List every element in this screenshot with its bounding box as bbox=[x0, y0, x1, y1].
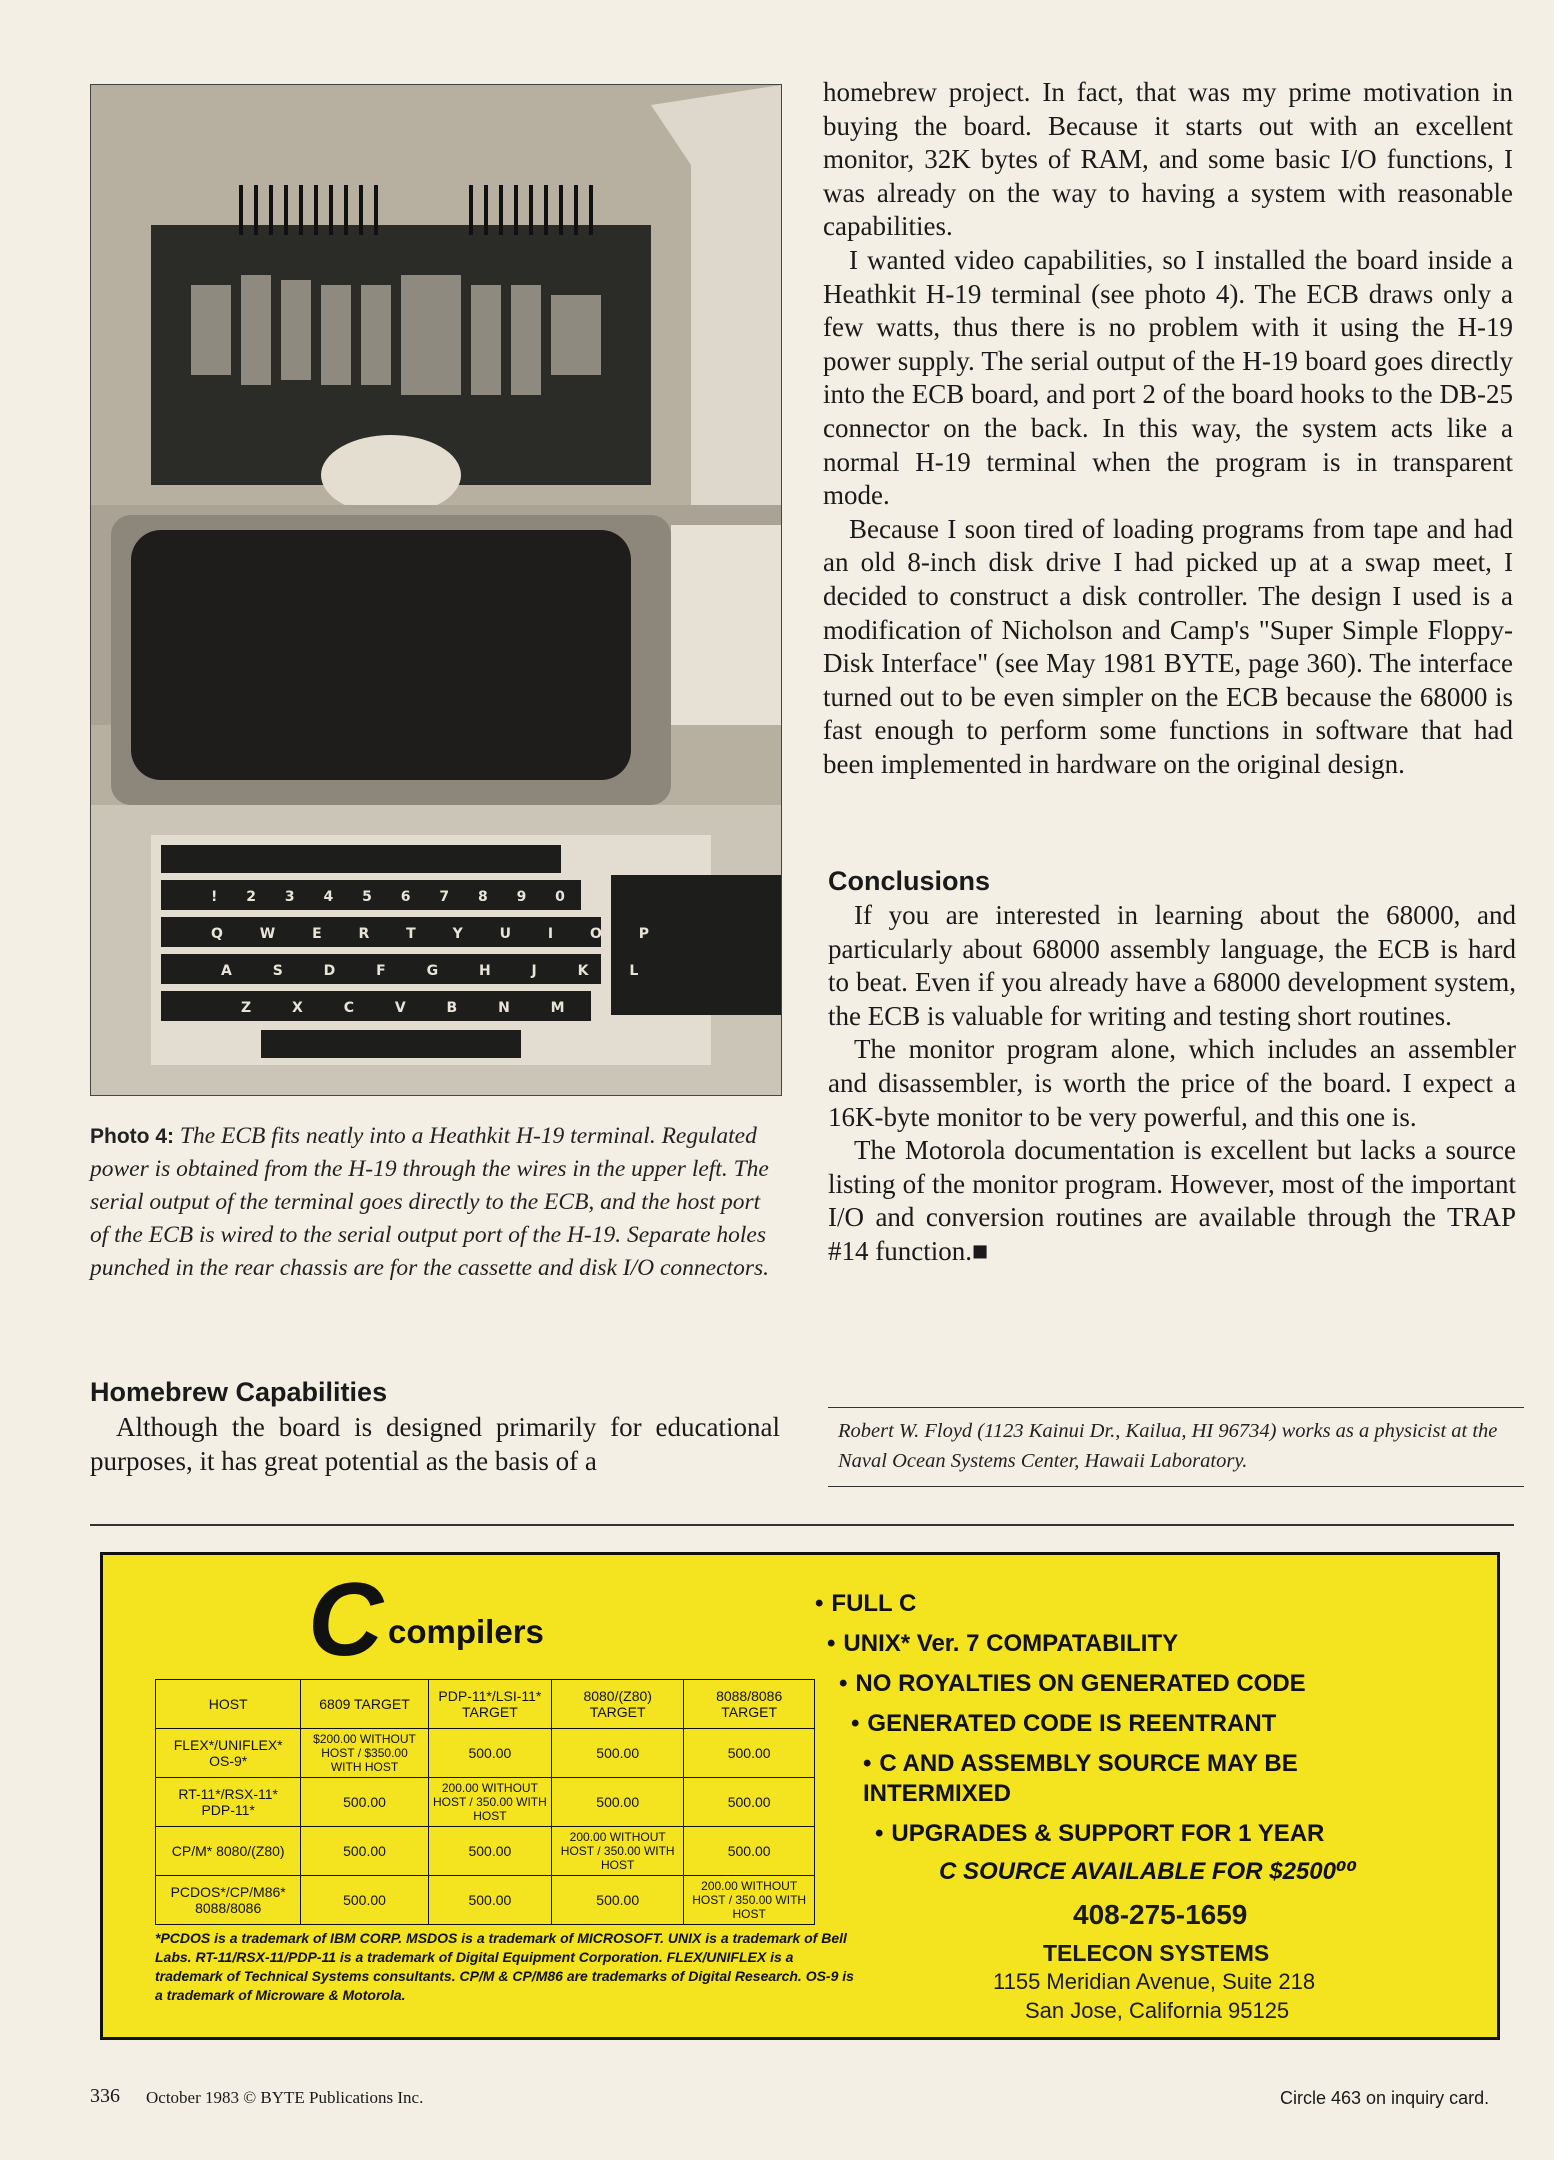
paragraph-1: homebrew project. In fact, that was my prime motivation in buying the board. Because it starts out with an excellent monitor, 32K bytes of RAM, and some basic I/O functions, I was already on the way to having a system with reasonable capabilities. bbox=[823, 77, 1513, 242]
keyboard-row-qwerty: Q W E R T Y U I O P bbox=[211, 926, 665, 942]
photo-caption bbox=[90, 1120, 780, 1285]
conclusions-p3: The Motorola documentation is excellent but lacks a source listing of the monitor program. However, most of the important I/O and conversion routines are available through the TRAP #14 function.■ bbox=[828, 1135, 1516, 1266]
caption-lead: Photo 4: bbox=[90, 1125, 174, 1148]
phone-number: 408-275-1659 bbox=[1073, 1899, 1248, 1930]
keyboard-row-asdf: A S D F G H J K L bbox=[221, 963, 657, 979]
page-number: 336 bbox=[90, 2085, 120, 2107]
feature-item: • FULL C bbox=[815, 1590, 917, 1617]
price-table bbox=[155, 1679, 815, 1925]
price-cell: 500.00 bbox=[301, 1778, 428, 1827]
feature-item: • UPGRADES & SUPPORT FOR 1 YEAR bbox=[875, 1820, 1325, 1847]
logo-word: compilers bbox=[388, 1613, 544, 1650]
col-header: HOST bbox=[156, 1680, 301, 1729]
price-cell: 500.00 bbox=[301, 1827, 428, 1876]
paragraph-2: I wanted video capabilities, so I installed the board inside a Heathkit H-19 terminal (see photo 4). The ECB draws only a few watts, thus there is no problem with it using the H-19 power supply. The serial output of the H-19 board goes directly into the ECB board, and port 2 of the board hooks to the DB-25 connector on the back. In this way, the system acts like a normal H-19 terminal when the program is in transparent mode. bbox=[823, 244, 1513, 511]
c-compilers-ad bbox=[100, 1552, 1500, 2040]
price-cell: $200.00 WITHOUT HOST / $350.00 WITH HOST bbox=[301, 1729, 428, 1778]
feature-item: • NO ROYALTIES ON GENERATED CODE bbox=[839, 1670, 1306, 1697]
price-cell: 500.00 bbox=[552, 1876, 684, 1925]
price-cell: 500.00 bbox=[684, 1778, 815, 1827]
author-bio: Robert W. Floyd (1123 Kainui Dr., Kailua, HI 96734) works as a physicist at the Naval Ocean Systems Center, Hawaii Laboratory. bbox=[828, 1407, 1524, 1487]
conclusions-p1: If you are interested in learning about the 68000, and particularly about 68000 assembly language, the ECB is hard to beat. Even if you already have a 68000 development system, the ECB is valuable for writing and testing short routines. bbox=[828, 900, 1516, 1031]
feature-item: • C AND ASSEMBLY SOURCE MAY BE INTERMIXED bbox=[863, 1750, 1298, 1807]
table-row bbox=[156, 1827, 815, 1876]
address-line-2: San Jose, California 95125 bbox=[1025, 1998, 1290, 2023]
table-row bbox=[156, 1778, 815, 1827]
keyboard-row-zxcv: Z X C V B N M bbox=[241, 1000, 583, 1016]
company-name: TELECON SYSTEMS bbox=[1043, 1940, 1270, 1966]
price-cell: 500.00 bbox=[428, 1876, 551, 1925]
terminal-photo bbox=[90, 84, 782, 1096]
price-cell: 500.00 bbox=[428, 1827, 551, 1876]
ad-logo bbox=[308, 1562, 608, 1678]
host-cell: RT-11*/RSX-11* PDP-11* bbox=[156, 1778, 301, 1827]
host-cell: PCDOS*/CP/M86* 8088/8086 bbox=[156, 1876, 301, 1925]
price-cell: 500.00 bbox=[684, 1827, 815, 1876]
col-header: 8088/8086 TARGET bbox=[684, 1680, 815, 1729]
price-cell: 200.00 WITHOUT HOST / 350.00 WITH HOST bbox=[684, 1876, 815, 1925]
source-offer: C SOURCE AVAILABLE FOR $2500⁰⁰ bbox=[939, 1858, 1357, 1885]
section-homebrew bbox=[90, 1377, 780, 1478]
address-line-1: 1155 Meridian Avenue, Suite 218 bbox=[993, 1969, 1316, 1994]
table-header-row bbox=[156, 1680, 815, 1729]
price-cell: 200.00 WITHOUT HOST / 350.00 WITH HOST bbox=[428, 1778, 551, 1827]
col-header: 8080/(Z80) TARGET bbox=[552, 1680, 684, 1729]
price-cell: 500.00 bbox=[552, 1729, 684, 1778]
right-column-text bbox=[823, 76, 1513, 781]
table-row bbox=[156, 1729, 815, 1778]
section-conclusions bbox=[828, 866, 1516, 1269]
price-cell: 200.00 WITHOUT HOST / 350.00 WITH HOST bbox=[552, 1827, 684, 1876]
price-cell: 500.00 bbox=[428, 1729, 551, 1778]
feature-item: • UNIX* Ver. 7 COMPATABILITY bbox=[827, 1630, 1179, 1657]
price-cell: 500.00 bbox=[301, 1876, 428, 1925]
caption-text: The ECB fits neatly into a Heathkit H-19 terminal. Regulated power is obtained from the H-19 through the wires in the upper left. The serial output of the terminal goes directly to the ECB, and the host port of the ECB is wired to the serial output port of the H-19. Separate holes punched in the rear chassis are for the cassette and disk I/O connectors. bbox=[90, 1123, 769, 1281]
paragraph-3: Because I soon tired of loading programs from tape and had an old 8-inch disk drive I had picked up at a swap meet, I decided to construct a disk controller. The design I used is a modification of Nicholson and Camp's "Super Simple Floppy-Disk Interface" (see May 1981 BYTE, page 360). The interface turned out to be even simpler on the ECB because the 68000 is fast enough to perform some functions in software that had been implemented in hardware on the original design. bbox=[823, 513, 1513, 779]
host-cell: FLEX*/UNIFLEX* OS-9* bbox=[156, 1729, 301, 1778]
divider bbox=[90, 1524, 1514, 1526]
homebrew-paragraph: Although the board is designed primarily for educational purposes, it has great potential as the basis of a bbox=[90, 1412, 780, 1476]
heading-conclusions: Conclusions bbox=[828, 866, 991, 896]
inquiry-line: Circle 463 on inquiry card. bbox=[1280, 2088, 1490, 2108]
price-cell: 500.00 bbox=[552, 1778, 684, 1827]
host-cell: CP/M* 8080/(Z80) bbox=[156, 1827, 301, 1876]
table-row bbox=[156, 1876, 815, 1925]
feature-item: • GENERATED CODE IS REENTRANT bbox=[851, 1710, 1277, 1737]
col-header: 6809 TARGET bbox=[301, 1680, 428, 1729]
price-cell: 500.00 bbox=[684, 1729, 815, 1778]
conclusions-p2: The monitor program alone, which includes an assembler and disassembler, is worth the price of the board. I expect a 16K-byte monitor to be very powerful, and this one is. bbox=[828, 1034, 1516, 1132]
end-mark: ■ bbox=[971, 1235, 989, 1266]
keyboard-row-numbers: ! 2 3 4 5 6 7 8 9 0 bbox=[211, 889, 577, 905]
logo-letter: C bbox=[308, 1562, 384, 1678]
issue-line: October 1983 © BYTE Publications Inc. bbox=[146, 2088, 424, 2107]
trademark-note: *PCDOS is a trademark of IBM CORP. MSDOS is a trademark of MICROSOFT. UNIX is a trademark of Bell Labs. RT-11/RSX-11/PDP-11 is a trademark of Digital Equipment Corporation. FLEX/UNIFLEX is a trademark of Technical Systems consultants. CP/M & CP/M86 are trademarks of Digital Research. OS-9 is a trademark of Microware & Motorola. bbox=[155, 1930, 854, 2003]
heading-homebrew: Homebrew Capabilities bbox=[90, 1377, 388, 1407]
col-header: PDP-11*/LSI-11* TARGET bbox=[428, 1680, 551, 1729]
